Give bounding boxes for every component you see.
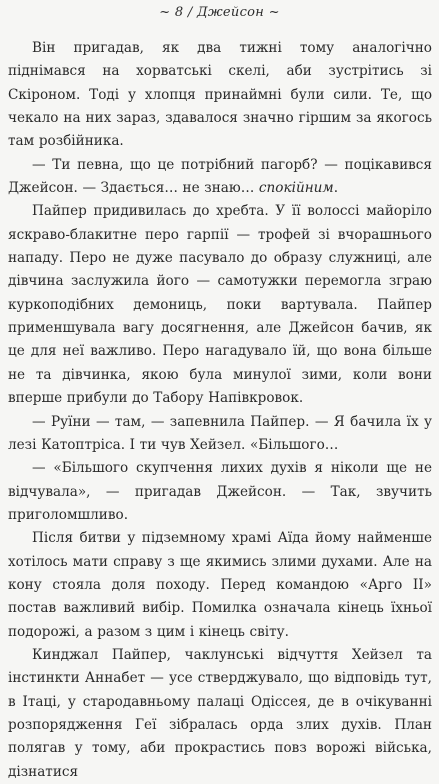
paragraph-2-italic-word: спокійним [258, 180, 334, 197]
paragraph-5: — «Більшого скупчення лихих духів я ніколи ще не відчувала», — пригадав Джейсон. — Так, звучить приголомшливо. [8, 460, 432, 523]
paragraph-2-text: — Ти певна, що це потрібний пагорб? — поцікавився Джейсон. — Здається… не знаю… [8, 156, 432, 197]
paragraph-7: Кинджал Пайпер, чаклунські відчуття Хейзел та інстинкти Аннабет — усе стверджувало, що відповідь тут, в Ітаці, у стародавньому палаці Одіссея, де в очікуванні розпорядження Геї зібралась орда злих духів. План полягав у тому, аби прокрастись повз ворожі війська, дізнатися [8, 646, 432, 780]
paragraph-3: Пайпер придивилась до хребта. У її волоссі майоріло яскраво-блакитне перо гарпії — трофей зі вчорашнього нападу. Перо не дуже пасувало до образу служниці, але дівчина заслужила його — самотужки перемогла зграю куркоподібних демониць, поки вартувала. Пайпер применшувала вагу досягнення, але Джейсон бачив, як це для неї важливо. Перо нагадувало їй, що вона більше не та дівчинка, якою була минулої зими, коли вони вперше прибули до Табору Напівкровок. [8, 203, 432, 407]
paragraph-2-end: . [333, 180, 339, 197]
paragraph-2 [8, 154, 432, 201]
paragraph-1: Він пригадав, як два тижні тому аналогічно піднімався на хорватські скелі, аби зустрітись зі Скіроном. Тоді у хлопця принаймні були сили. Те, що чекало на них зараз, здавалося значно гіршим за якогось там розбійника. [8, 40, 432, 150]
paragraph-4: — Руїни — там, — запевнила Пайпер. — Я бачила їх у лезі Катоптріса. І ти чув Хейзел. «Більшого… [8, 413, 432, 453]
paragraph-6: Після битви у підземному храмі Аїда йому найменше хотілось мати справу з ще якимись злими духами. Але на кону стояла доля походу. Перед командою «Арго ІІ» постав важливий вибір. Помилка означала кінець їхньої подорожі, а разом з цим і кінець світу. [8, 530, 432, 640]
body-text [8, 37, 432, 784]
running-header: ~ 8 / Джейсон ~ [159, 5, 280, 20]
